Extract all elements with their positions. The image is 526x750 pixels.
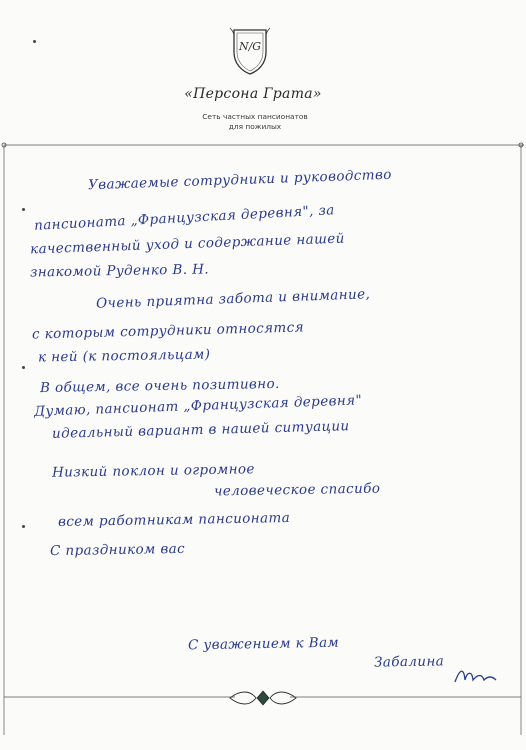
letter-line: знакомой Руденко В. Н. [29, 261, 210, 281]
letter-line: В общем, все очень позитивно. [39, 375, 280, 397]
signature-name: Забалина [373, 653, 445, 671]
letter-line: Низкий поклон и огромное [51, 461, 255, 481]
dot [33, 40, 36, 43]
dot [22, 366, 25, 369]
letter-line: С праздником вас [49, 540, 186, 560]
dot [22, 208, 25, 211]
letter-line: пансионата „Французская деревня", за [33, 202, 336, 234]
letter-line: Очень приятна забота и внимание, [95, 286, 371, 312]
letter-line: качественный уход и содержание нашей [29, 230, 346, 258]
logo-monogram: N/G [238, 40, 262, 53]
letter-line: с которым сотрудники относятся [31, 319, 305, 343]
letter-line: Уважаемые сотрудники и руководство [87, 166, 392, 194]
ornament-icon [228, 688, 298, 708]
letter-line: всем работникам пансионата [57, 509, 291, 531]
dot [22, 525, 25, 528]
brand-subtitle-line: Сеть частных пансионатов [202, 112, 308, 121]
letter-line: к ней (к постояльцам) [37, 346, 211, 366]
brand-subtitle-line: для пожилых [228, 122, 282, 131]
signature-icon [452, 664, 498, 688]
letter-line: человеческое спасибо [213, 480, 381, 500]
letter-line: идеальный вариант в нашей ситуации [51, 418, 350, 442]
brand-subtitle [170, 112, 340, 132]
brand-name: «Персона Грата» [184, 86, 322, 102]
letter-line: Думаю, пансионат „Французская деревня" [33, 392, 363, 420]
closing-line: С уважением к Вам [187, 634, 340, 654]
